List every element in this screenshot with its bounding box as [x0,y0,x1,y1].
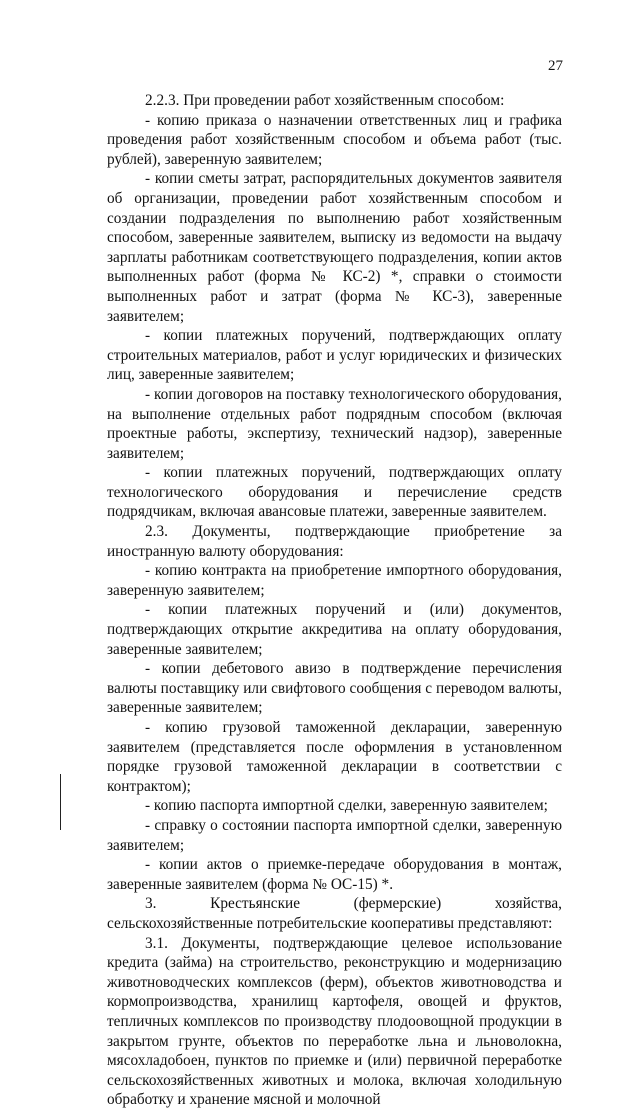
paragraph: - копии платежных поручений, подтверждающих оплату технологического оборудования и перечисление средств подрядчикам, включая авансовые платежи, заверенные заявителем. [107,464,562,521]
paragraph: - копии договоров на поставку технологического оборудования, на выполнение отдельных работ подрядным способом (включая проектные работы, экспертизу, технический надзор), заверенные заявителем; [107,385,562,462]
paragraph: - копию грузовой таможенной декларации, заверенную заявителем (представляется после оформления в установленном порядке грузовой таможенной декларации в соответствии с контрактом); [107,719,562,795]
paragraph: - копию паспорта импортной сделки, заверенную заявителем; [145,797,548,815]
paragraph: - копии сметы затрат, распорядительных документов заявителя об организации, проведении работ хозяйственным способом и создании подразделения по выполнению работ хозяйственным способом, заверенные заявителем, выписку из ведомости на выдачу зарплаты работникам соответствующего подразделения, копии актов выполненных работ (форма № КС-2) *, справки о стоимости выполненных работ и затрат (форма № КС-3), заверенные заявителем; [107,170,562,325]
paragraph: - справку о состоянии паспорта импортной сделки, заверенную заявителем; [107,816,562,854]
page-number: 27 [548,58,563,74]
paragraph: - копии платежных поручений и (или) документов, подтверждающих открытие аккредитива на оплату оборудования, заверенные заявителем; [107,601,562,658]
paragraph: 2.2.3. При проведении работ хозяйственным способом: [145,92,505,109]
paragraph: - копию контракта на приобретение импортного оборудования, заверенную заявителем; [107,562,562,599]
paragraph: - копии актов о приемке-передаче оборудования в монтаж, заверенные заявителем (форма № ОС-15) *. [107,856,562,893]
paragraph: 3.1. Документы, подтверждающие целевое использование кредита (займа) на строительство, реконструкцию и модернизацию животноводческих комплексов (ферм), объектов животноводства и кормопроизводства, хранилищ картофеля, овощей и фруктов, тепличных комплексов по производству плодоовощной продукции в закрытом грунте, объектов по переработке льна и льноволокна, мясохладобоен, пунктов по приемке и (или) первичной переработке сельскохозяйственных животных и молока, включая холодильную обработку и хранение мясной и молочной [107,934,562,1109]
paragraph: 3. Крестьянские (фермерские) хозяйства, сельскохозяйственные потребительские кооперативы представляют: [107,895,562,932]
paragraph: 2.3. Документы, подтверждающие приобретение за иностранную валюту оборудования: [107,523,562,560]
document-body [107,91,562,1110]
paragraph: - копию приказа о назначении ответственных лиц и графика проведения работ хозяйственным способом и объема работ (тыс. рублей), заверенную заявителем; [107,111,562,168]
paragraph: - копии платежных поручений, подтверждающих оплату строительных материалов, работ и услуг юридических и физических лиц, заверенные заявителем; [107,327,562,384]
margin-line [60,774,61,830]
paragraph: - копии дебетового авизо в подтверждение перечисления валюты поставщику или свифтового сообщения с переводом валюты, заверенные заявителем; [107,660,562,717]
